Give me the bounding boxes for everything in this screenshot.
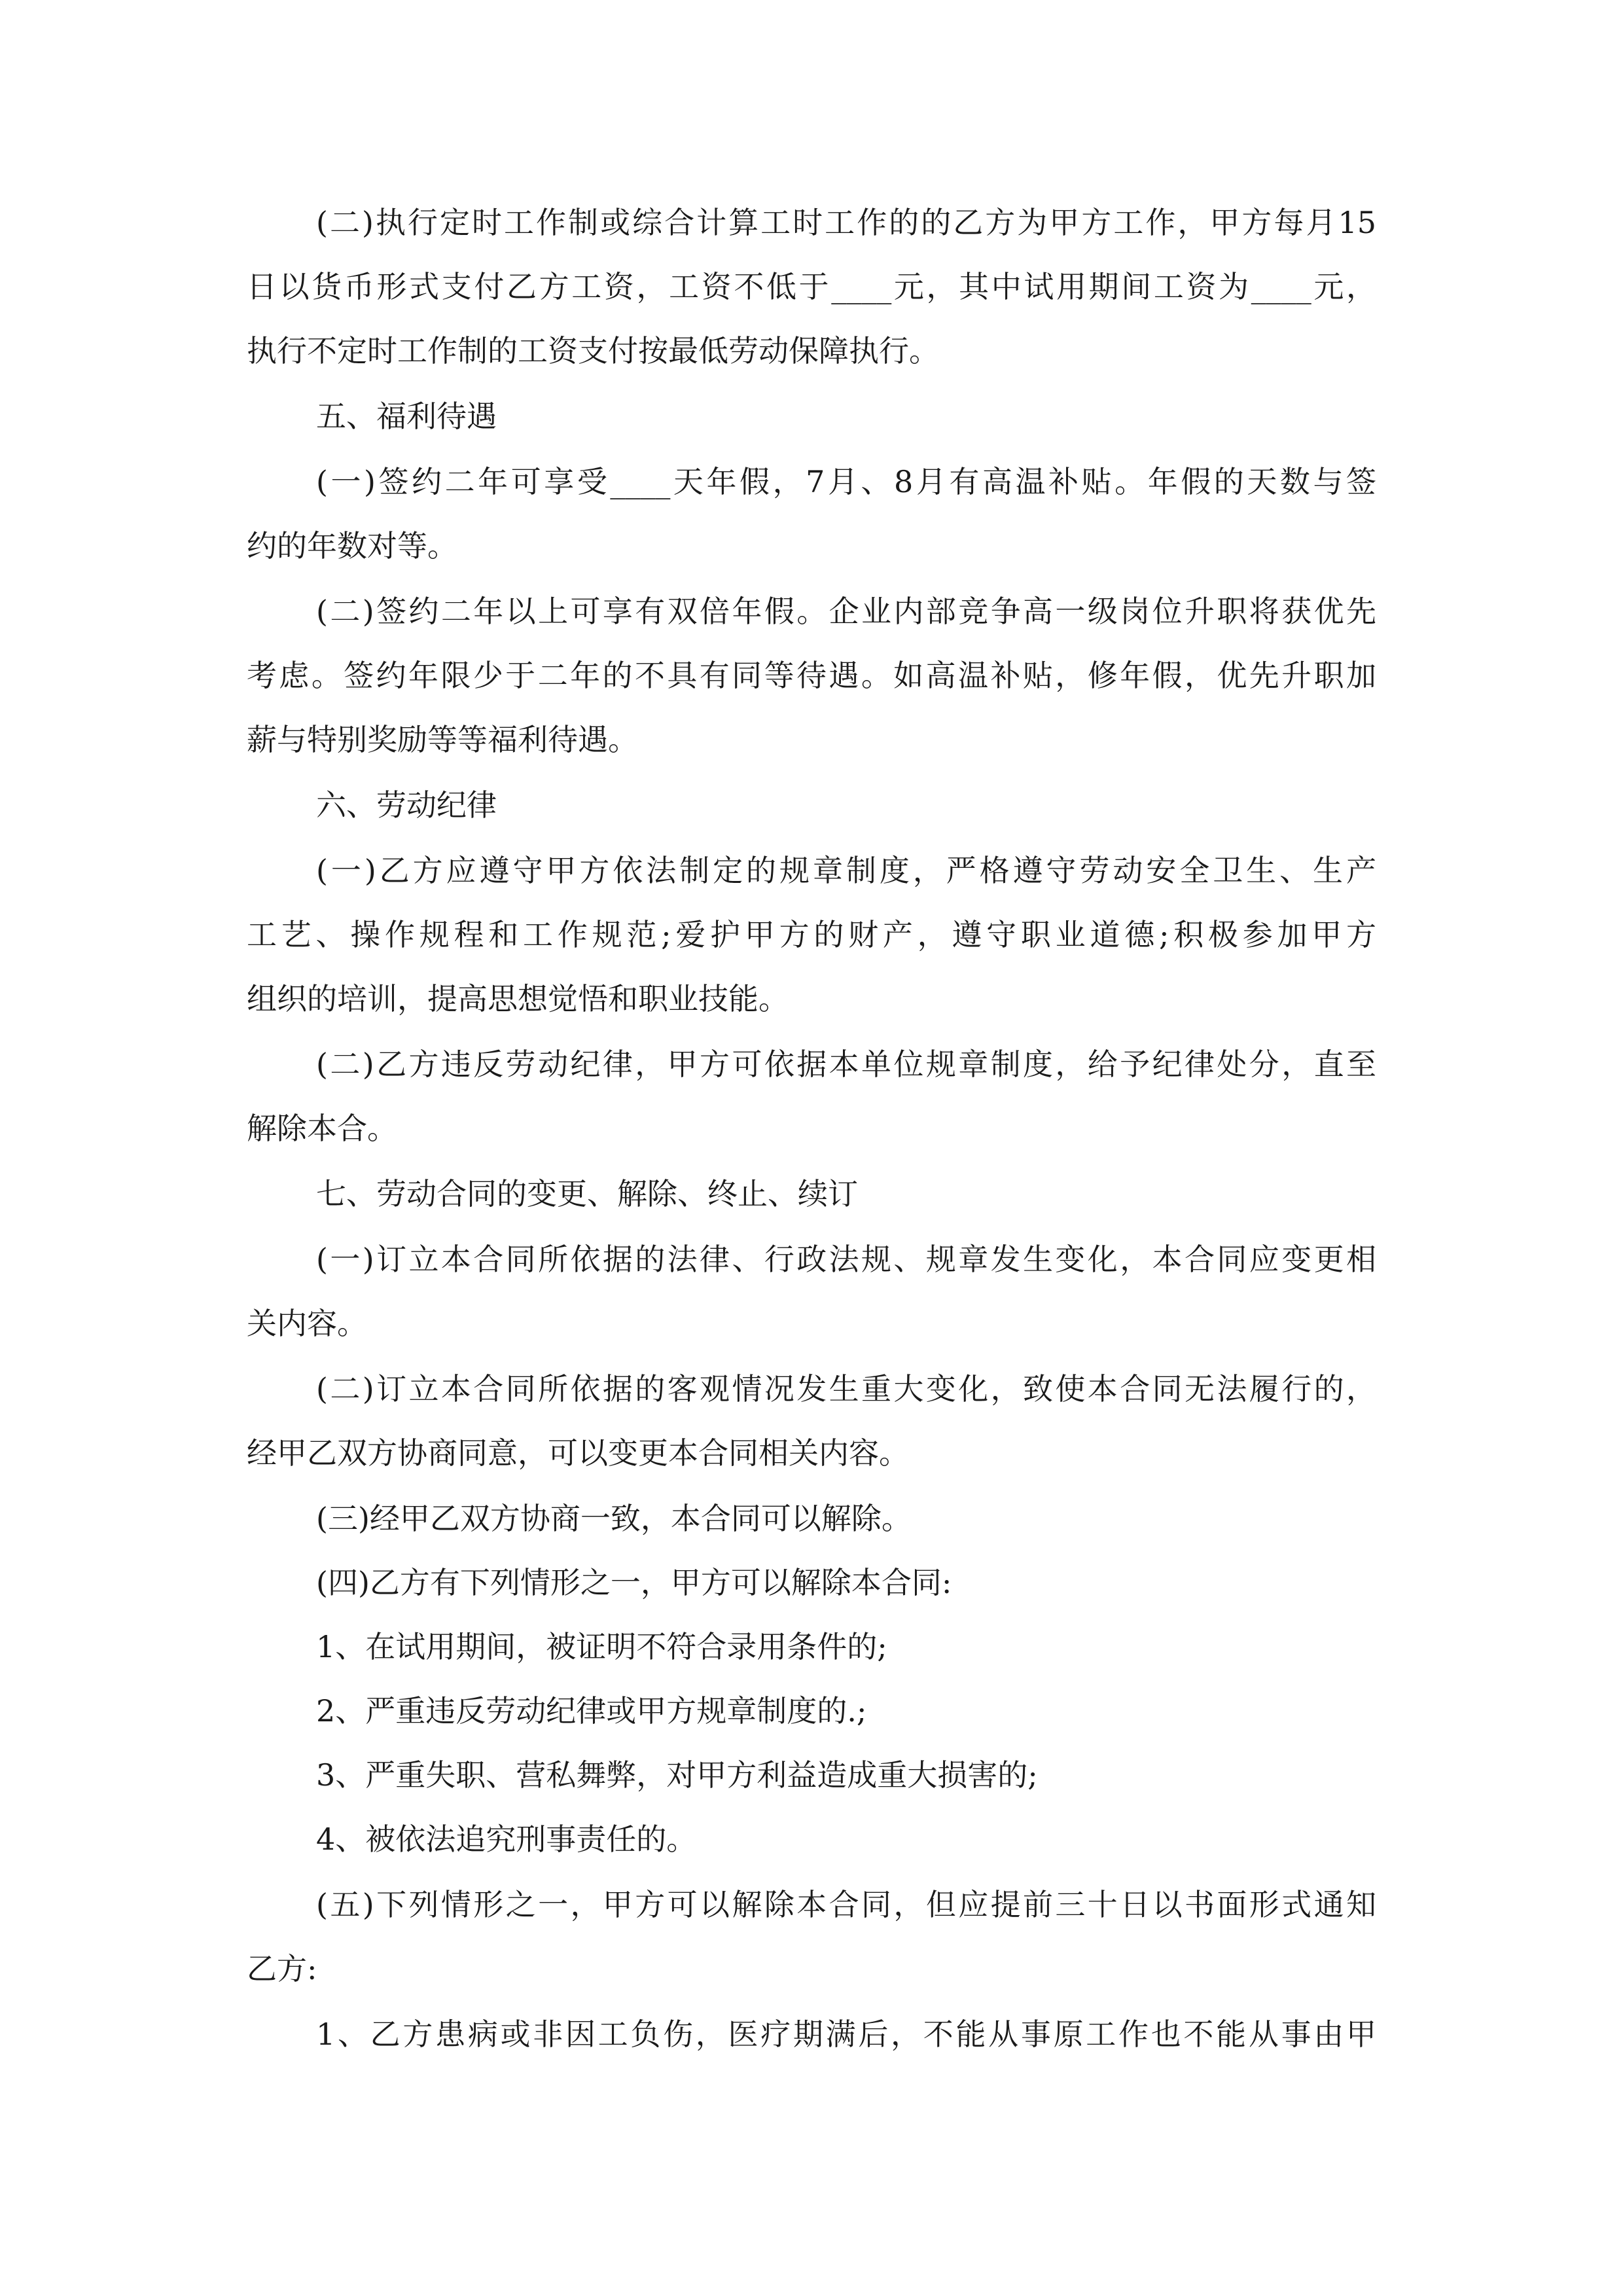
list-item: 1、在试用期间，被证明不符合录用条件的; [316, 1629, 887, 1664]
text-line: 薪与特别奖励等等福利待遇。 [247, 722, 638, 757]
text-line: (一)订立本合同所依据的法律、行政法规、规章发生变化，本合同应变更相 [316, 1242, 1376, 1277]
text-line: 组织的培训，提高思想觉悟和职业技能。 [247, 981, 789, 1016]
text-line: (五)下列情形之一，甲方可以解除本合同，但应提前三十日以书面形式通知 [316, 1887, 1376, 1922]
text-line: 关内容。 [247, 1306, 367, 1341]
list-item: 3、严重失职、营私舞弊，对甲方利益造成重大损害的; [316, 1757, 1038, 1793]
text-line: (四)乙方有下列情形之一，甲方可以解除本合同: [316, 1565, 952, 1600]
list-item: 1、乙方患病或非因工负伤，医疗期满后，不能从事原工作也不能从事由甲 [316, 2017, 1376, 2052]
text-line: 工艺、操作规程和工作规范;爱护甲方的财产，遵守职业道德;积极参加甲方 [247, 917, 1376, 952]
text-line: 日以货币形式支付乙方工资，工资不低于____元，其中试用期间工资为____元， [247, 269, 1376, 304]
list-item: 4、被依法追究刑事责任的。 [316, 1821, 697, 1857]
text-line: (二)签约二年以上可享有双倍年假。企业内部竞争高一级岗位升职将获优先 [316, 594, 1376, 629]
section-heading: 五、福利待遇 [316, 399, 497, 434]
text-line: (二)订立本合同所依据的客观情况发生重大变化，致使本合同无法履行的， [316, 1371, 1376, 1407]
text-line: 约的年数对等。 [247, 528, 457, 564]
text-line: (一)签约二年可享受____天年假，7月、8月有高温补贴。年假的天数与签 [316, 464, 1376, 499]
section-heading: 七、劳动合同的变更、解除、终止、续订 [316, 1176, 858, 1211]
text-line: (二)乙方违反劳动纪律，甲方可依据本单位规章制度，给予纪律处分，直至 [316, 1047, 1376, 1082]
text-line: (一)乙方应遵守甲方依法制定的规章制度，严格遵守劳动安全卫生、生产 [316, 853, 1376, 888]
text-line: 执行不定时工作制的工资支付按最低劳动保障执行。 [247, 333, 939, 368]
text-line: (二)执行定时工作制或综合计算工时工作的的乙方为甲方工作，甲方每月15 [316, 205, 1376, 240]
text-line: 经甲乙双方协商同意，可以变更本合同相关内容。 [247, 1435, 909, 1471]
text-line: (三)经甲乙双方协商一致，本合同可以解除。 [316, 1501, 912, 1536]
text-line: 解除本合。 [247, 1111, 397, 1146]
text-line: 考虑。签约年限少于二年的不具有同等待遇。如高温补贴，修年假，优先升职加 [247, 658, 1376, 693]
section-heading: 六、劳动纪律 [316, 787, 497, 823]
list-item: 2、严重违反劳动纪律或甲方规章制度的.; [316, 1693, 867, 1729]
text-line: 乙方: [247, 1951, 317, 1986]
